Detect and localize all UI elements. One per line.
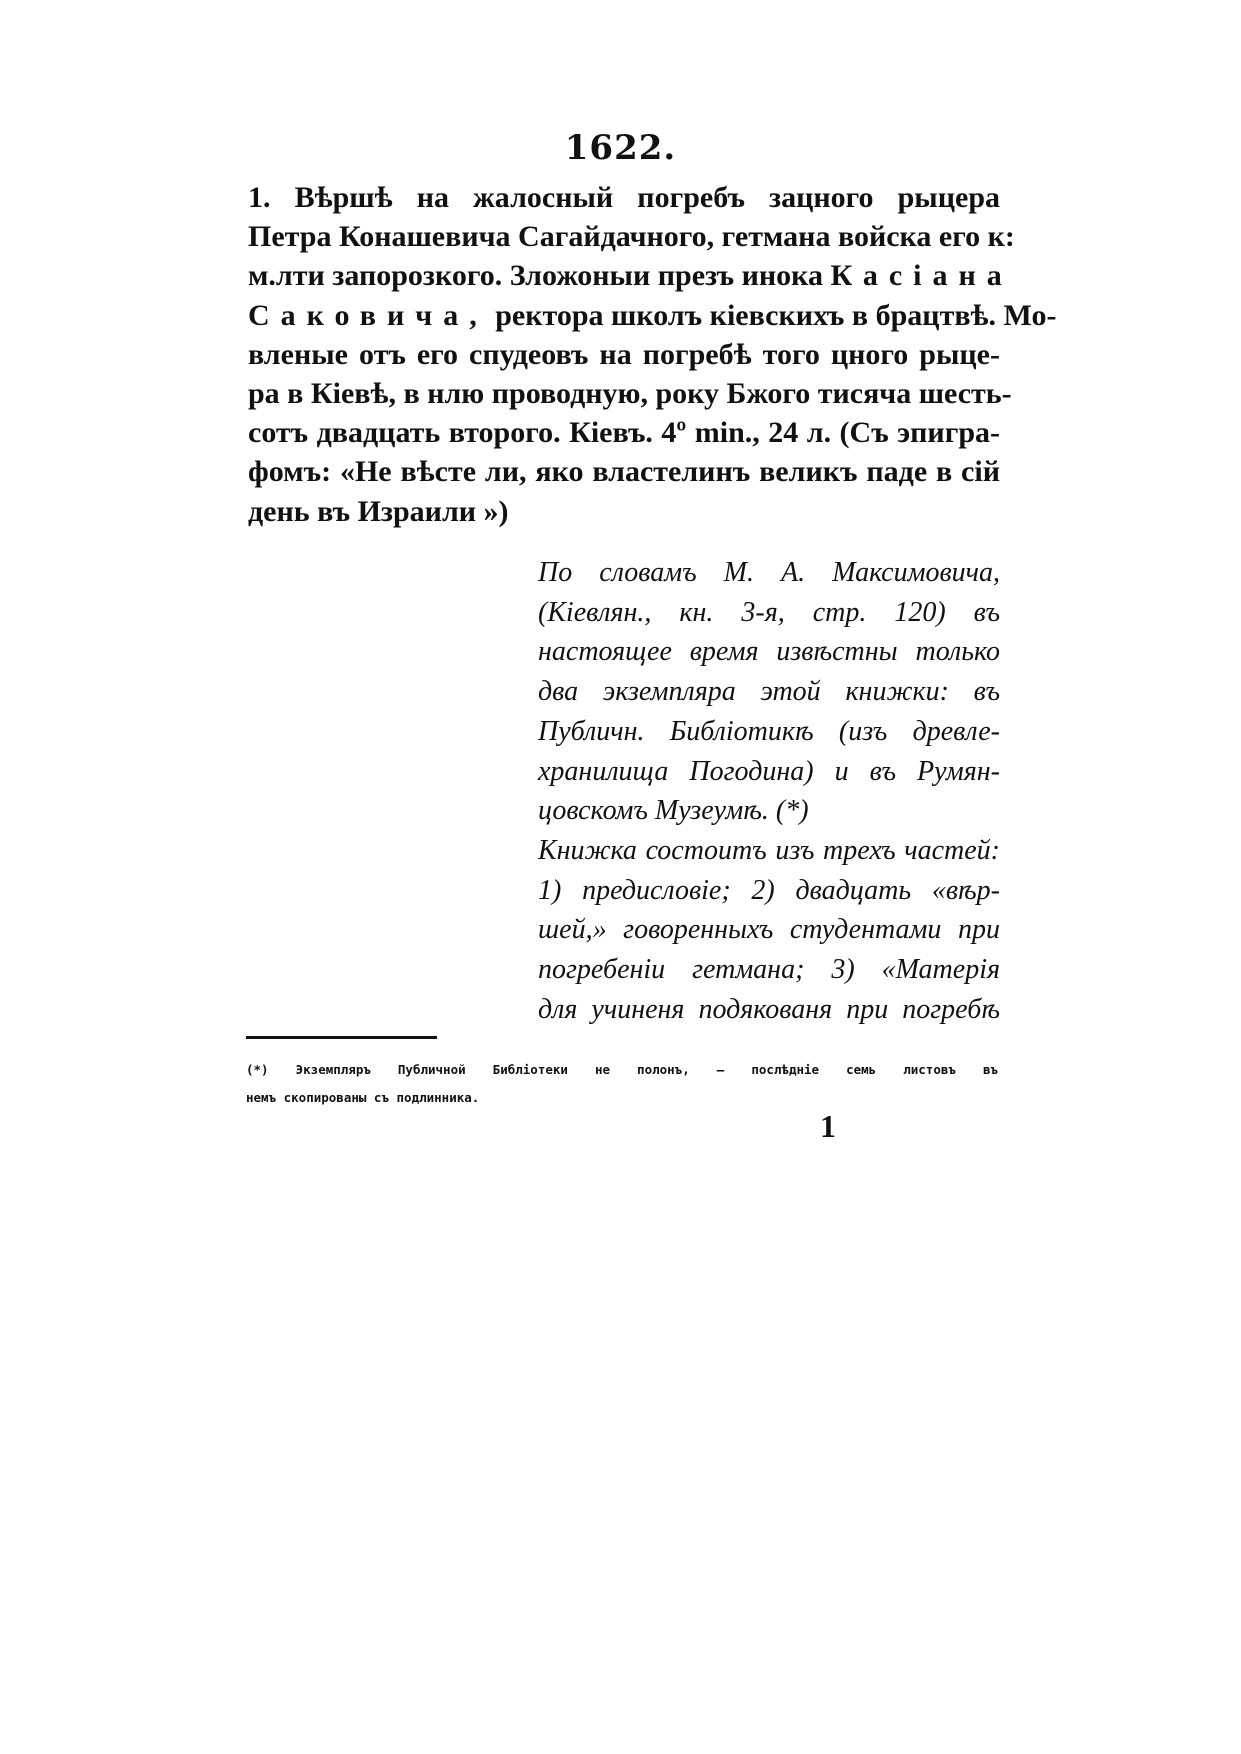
entry-text: ректора школъ кіевскихъ в брацтвѣ. Мо-: [495, 298, 1057, 332]
footnote: [246, 1056, 998, 1112]
note-line: Публичн. Библіотикѣ (изъ древле-: [538, 715, 1000, 747]
note-line: 1) предисловіе; 2) двадцать «вѣр-: [538, 874, 1000, 906]
note-line: хранилища Погодина) и въ Румян-: [538, 755, 1000, 787]
bibliographic-entry: [248, 178, 1057, 531]
note-line: (Кіевлян., кн. 3-я, стр. 120) въ: [538, 596, 1000, 628]
entry-line: день въ Израили »): [248, 494, 509, 528]
entry-line: [248, 256, 1013, 295]
entry-line: Петра Конашевича Сагайдачного, гетмана войска его к:: [248, 220, 1015, 254]
note-line: погребеніи гетмана; 3) «Матерія: [538, 954, 1000, 986]
footnote-divider: [246, 1036, 437, 1039]
note-line: цовскомъ Музеумѣ. (*): [538, 795, 809, 827]
note-line: По словамъ М. А. Максимовича,: [538, 557, 1000, 588]
entry-line: сотъ двадцать второго. Кіевъ. 4º min., 24 л. (Съ эпигра-: [248, 416, 1000, 450]
year-heading: 1622.: [564, 128, 677, 168]
note-line: для учиненя подякованя при погребѣ: [538, 993, 1000, 1025]
spaced-name: Касіана: [830, 259, 1013, 293]
entry-line: ра в Кіевѣ, в нлю проводную, року Бжого тисяча шесть-: [248, 377, 1012, 411]
spaced-name: Саковича,: [248, 298, 488, 332]
note-line: настоящее время извѣстны только: [538, 636, 1000, 668]
note-line: Книжка состоитъ изъ трехъ частей:: [538, 834, 1000, 866]
entry-text: м.лти запорозкого. Зложоныи презъ инока: [248, 259, 823, 293]
entry-line: фомъ: «Не вѣсте ли, яко властелинъ великъ паде в сій: [248, 455, 1000, 489]
entry-line: 1. Вѣршѣ на жалосный погребъ зацного рыцера: [248, 181, 1000, 214]
note-line: два экземпляра этой книжки: въ: [538, 676, 1000, 708]
footnote-line: (*) Экземпляръ Публичной Библіотеки не полонъ, — послѣдніе семь листовъ въ: [246, 1062, 998, 1077]
entry-line: вленые отъ его спудеовъ на погребѣ того цного рыце-: [248, 337, 1000, 371]
commentary-note: [538, 553, 1000, 1029]
entry-line: [248, 296, 1057, 335]
note-line: шей,» говоренныхъ студентами при: [538, 914, 1000, 946]
footnote-line: немъ скопированы съ подлинника.: [246, 1090, 480, 1105]
signature-mark: 1: [820, 1108, 836, 1144]
